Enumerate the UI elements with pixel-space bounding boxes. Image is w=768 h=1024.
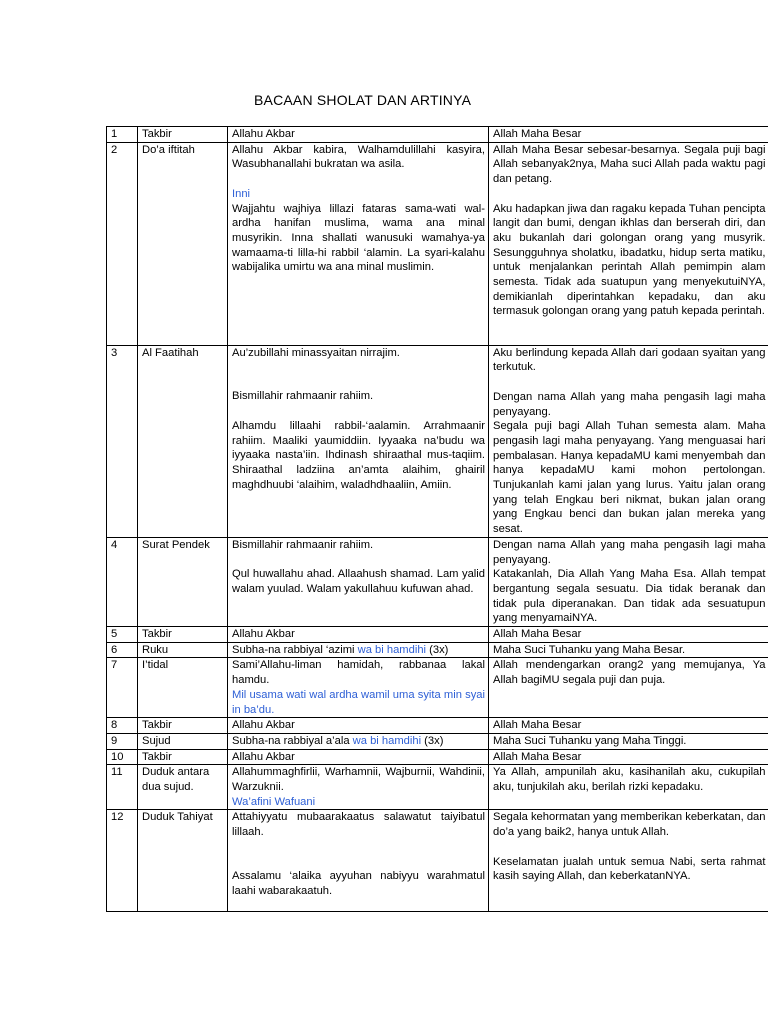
- bacaan-text: Assalamu ‘alaika ayyuhan nabiyyu warahmatul laahi wabarakaatuh.: [232, 869, 485, 897]
- bacaan-cell: [228, 642, 489, 658]
- prayer-table: [106, 126, 768, 912]
- row-number: 2: [107, 142, 138, 345]
- row-name: Takbir: [138, 627, 228, 643]
- arti-text: Keselamatan jualah untuk semua Nabi, serta rahmat kasih saying Allah, dan keberkatanNYA.: [493, 855, 766, 883]
- arti-text: Maha Suci Tuhanku yang Maha Tinggi.: [493, 734, 687, 747]
- bacaan-cell: [228, 345, 489, 537]
- arti-cell: [489, 142, 768, 345]
- arti-text: Ya Allah, ampunilah aku, kasihanilah aku, cukupilah aku, tunjukilah aku, berilah rizki kepadaku.: [493, 766, 766, 794]
- bacaan-text-highlight: Mil usama wati wal ardha wamil uma syita min syai in ba’du.: [232, 688, 485, 716]
- bacaan-text: Bismillahir rahmaanir rahiim.: [232, 390, 374, 403]
- arti-cell: [489, 537, 768, 626]
- bacaan-text-highlight: Wa’afini Wafuani: [232, 795, 316, 808]
- row-number: 3: [107, 345, 138, 537]
- table-row: [107, 749, 768, 765]
- table-row: [107, 658, 768, 718]
- bacaan-text: Subha-na rabbiyal a’ala: [232, 734, 353, 747]
- arti-text: Allah Maha Besar sebesar-besarnya. Segala puji bagi Allah sebanyak2nya, Maha suci Allah pada waktu pagi dan petang.: [493, 143, 766, 186]
- row-number: 7: [107, 658, 138, 718]
- row-number: 11: [107, 765, 138, 810]
- arti-text: Allah Maha Besar: [493, 719, 582, 732]
- row-name: Sujud: [138, 733, 228, 749]
- bacaan-cell: [228, 127, 489, 143]
- bacaan-cell: [228, 537, 489, 626]
- bacaan-cell: [228, 627, 489, 643]
- arti-cell: [489, 627, 768, 643]
- arti-cell: [489, 658, 768, 718]
- bacaan-cell: [228, 658, 489, 718]
- bacaan-text: Qul huwallahu ahad. Allaahush shamad. Lam yalid walam yuulad. Walam yakullahuu kufuwan ahad.: [232, 568, 485, 595]
- bacaan-text-highlight: Inni: [232, 187, 251, 200]
- bacaan-text: Wajjahtu wajhiya lillazi fataras sama-wati wal-ardha hanifan muslima, wama ana minal musyrikin. Inna shallati wanusuki wamahya-ya wamaama-ti lilla-hi rabbil ‘alamin. La syari-kalahu wabijalika umirtu wa ana minal muslimin.: [232, 202, 485, 274]
- arti-text: Segala kehormatan yang memberikan keberkatan, dan do’a yang baik2, hanya untuk Allah.: [493, 811, 766, 839]
- arti-text: Aku hadapkan jiwa dan ragaku kepada Tuhan pencipta langit dan bumi, dengan ikhlas dan berserah diri, dan aku bukanlah dari golongan orang yang musyrik. Sesungguhnya sholatku, ibadatku, hidup serta matiku, untuk menjalankan perintah Allah pemimpin alam semesta. Tidak ada suatupun yang menyekutuiNYA, demikianlah diperintahkan kepadaku, dan aku termasuk golongan orang yang patuh kepada perintah.: [493, 202, 766, 318]
- row-number: 6: [107, 642, 138, 658]
- row-number: 4: [107, 537, 138, 626]
- bacaan-text: Allahu Akbar kabira, Walhamdulillahi kasyira, Wasubhanallahi bukratan wa asila.: [232, 143, 485, 171]
- bacaan-cell: [228, 765, 489, 810]
- bacaan-text: Au’zubillahi minassyaitan nirrajim.: [232, 346, 400, 359]
- arti-text: Allah Maha Besar: [493, 750, 582, 763]
- bacaan-cell: [228, 749, 489, 765]
- bacaan-text: Bismillahir rahmaanir rahiim.: [232, 538, 374, 551]
- table-row: [107, 810, 768, 912]
- row-name: Takbir: [138, 127, 228, 143]
- table-row: [107, 537, 768, 626]
- table-row: [107, 642, 768, 658]
- arti-cell: [489, 765, 768, 810]
- bacaan-cell: [228, 810, 489, 912]
- bacaan-text: Sami’Allahu-liman hamidah, rabbanaa lakal hamdu.: [232, 659, 485, 687]
- row-name: Takbir: [138, 749, 228, 765]
- table-row: [107, 733, 768, 749]
- arti-cell: [489, 733, 768, 749]
- arti-cell: [489, 718, 768, 734]
- row-number: 8: [107, 718, 138, 734]
- bacaan-text: (3x): [421, 734, 444, 747]
- arti-text: Katakanlah, Dia Allah Yang Maha Esa. Allah tempat bergantung segala sesuatu. Dia tidak beranak dan tidak pula diperanakan. Dan tidak ada sesuatupun yang menyamaiNYA.: [493, 568, 766, 625]
- row-name: Duduk antara dua sujud.: [138, 765, 228, 810]
- arti-cell: [489, 345, 768, 537]
- row-name: Surat Pendek: [138, 537, 228, 626]
- arti-cell: [489, 810, 768, 912]
- arti-text: Allah Maha Besar: [493, 128, 582, 140]
- table-row: [107, 142, 768, 345]
- table-row: [107, 718, 768, 734]
- bacaan-cell: [228, 142, 489, 345]
- bacaan-text: Subha-na rabbiyal ‘azimi: [232, 643, 358, 656]
- bacaan-cell: [228, 733, 489, 749]
- bacaan-text: Attahiyyatu mubaarakaatus salawatut taiyibatul lillaah.: [232, 811, 485, 839]
- arti-text: Dengan nama Allah yang maha pengasih lagi maha penyayang.: [493, 538, 766, 566]
- row-name: Al Faatihah: [138, 345, 228, 537]
- bacaan-text: (3x): [426, 643, 449, 656]
- bacaan-cell: [228, 718, 489, 734]
- bacaan-text-highlight: wa bi hamdihi: [352, 734, 422, 747]
- row-number: 9: [107, 733, 138, 749]
- row-name: Takbir: [138, 718, 228, 734]
- arti-cell: [489, 749, 768, 765]
- page-title: BACAAN SHOLAT DAN ARTINYA: [254, 92, 472, 108]
- row-name: Duduk Tahiyat: [138, 810, 228, 912]
- bacaan-text: Allahu Akbar: [232, 750, 295, 763]
- bacaan-text: Allahummaghfirlii, Warhamnii, Wajburnii, Wahdinii, Warzuknii.: [232, 766, 485, 794]
- arti-text: Aku berlindung kepada Allah dari godaan syaitan yang terkutuk.: [493, 346, 766, 374]
- row-number: 10: [107, 749, 138, 765]
- row-name: Ruku: [138, 642, 228, 658]
- bacaan-text: Allahu Akbar: [232, 719, 295, 732]
- arti-text: Allah Maha Besar: [493, 628, 582, 641]
- row-name: Do’a iftitah: [138, 142, 228, 345]
- bacaan-text-highlight: wa bi hamdihi: [357, 643, 427, 656]
- arti-text: Segala puji bagi Allah Tuhan semesta alam. Maha pengasih lagi maha penyayang. Yang menguasai hari pembalasan. Hanya kepadaMU kami menyembah dan hanya kepadaMU kami mohon pertolongan. Tunjukanlah kami jalan yang lurus. Yaitu jalan orang yang telah Engkau beri nikmat, bukan jalan orang yang Engkau benci dan bukan jalan mereka yang sesat.: [493, 420, 766, 536]
- row-name: I’tidal: [138, 658, 228, 718]
- row-number: 1: [107, 127, 138, 143]
- arti-text: Allah mendengarkan orang2 yang memujanya, Ya Allah bagiMU segala puji dan puja.: [493, 659, 766, 687]
- bacaan-text: Allahu Akbar: [232, 628, 295, 641]
- arti-cell: [489, 127, 768, 143]
- bacaan-text: Allahu Akbar: [232, 128, 295, 140]
- bacaan-text: Alhamdu lillaahi rabbil-‘aalamin. Arrahmaanir rahiim. Maaliki yaumiddiin. Iyyaaka na’budu wa iyyaaka nasta’iin. Ihdinash shiraathal mus-taqiim. Shiraathal ladziina an’amta alaihim, ghairil maghdhuubi ‘alaihim, waladhdhaaliin, Amiin.: [232, 419, 485, 491]
- table-row: [107, 627, 768, 643]
- table-row: [107, 765, 768, 810]
- arti-cell: [489, 642, 768, 658]
- row-number: 5: [107, 627, 138, 643]
- arti-text: Maha Suci Tuhanku yang Maha Besar.: [493, 643, 686, 656]
- row-number: 12: [107, 810, 138, 912]
- table-row: [107, 345, 768, 537]
- table-row: [107, 127, 768, 143]
- arti-text: Dengan nama Allah yang maha pengasih lagi maha penyayang.: [493, 390, 766, 418]
